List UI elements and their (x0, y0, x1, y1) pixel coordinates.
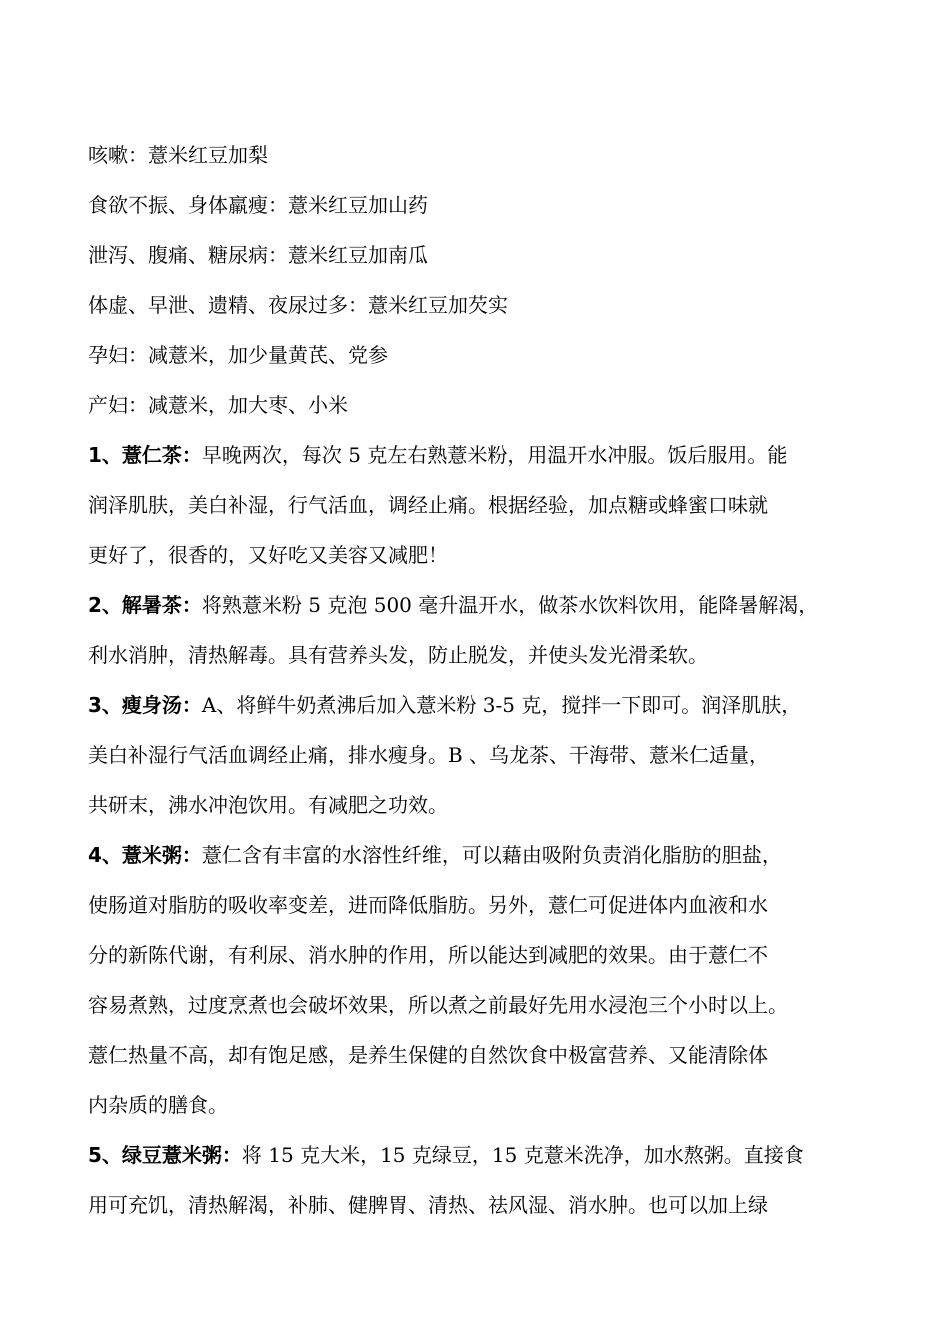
recipe-line: 美白补湿行气活血调经止痛，排水瘦身。B 、乌龙茶、干海带、薏米仁适量， (88, 743, 770, 767)
recipe-line: 使肠道对脂肪的吸收率变差，进而降低脂肪。另外，薏仁可促进体内血液和水 (88, 893, 768, 917)
remedy-line: 产妇：减薏米，加大枣、小米 (88, 393, 348, 417)
recipe-line: 润泽肌肤，美白补湿，行气活血，调经止痛。根据经验，加点糖或蜂蜜口味就 (88, 493, 768, 517)
recipe-line: 利水消肿，清热解毒。具有营养头发，防止脱发，并使头发光滑柔软。 (88, 643, 708, 667)
recipe-line: 更好了，很香的，又好吃又美容又减肥！ (88, 543, 448, 567)
recipe-title: 5、绿豆薏米粥： (88, 1143, 242, 1167)
recipe-title: 4、薏米粥： (88, 843, 202, 867)
recipe-first-line (88, 580, 868, 630)
remedy-line: 食欲不振、身体羸瘦：薏米红豆加山药 (88, 193, 428, 217)
recipe-line: 容易煮熟，过度烹煮也会破坏效果，所以煮之前最好先用水浸泡三个小时以上。 (88, 993, 788, 1017)
remedy-line: 体虚、早泄、遗精、夜尿过多：薏米红豆加芡实 (88, 293, 508, 317)
remedy-line: 泄泻、腹痛、糖尿病：薏米红豆加南瓜 (88, 243, 428, 267)
remedy-line: 咳嗽：薏米红豆加梨 (88, 143, 268, 167)
recipe-title: 1、薏仁茶： (88, 443, 202, 467)
recipe-text: 薏仁含有丰富的水溶性纤维，可以藉由吸附负责消化脂肪的胆盐， (201, 843, 782, 867)
remedy-line: 孕妇：减薏米，加少量黄芪、党参 (88, 343, 388, 367)
recipe-line: 用可充饥，清热解渴，补肺、健脾胃、清热、祛风湿、消水肿。也可以加上绿 (88, 1193, 768, 1217)
recipe-text: 将熟薏米粉 5 克泡 500 毫升温开水，做茶水饮料饮用，能降暑解渴， (201, 593, 819, 617)
recipe-line: 内杂质的膳食。 (88, 1093, 228, 1117)
recipe-first-line (88, 680, 868, 730)
recipe-line: 薏仁热量不高，却有饱足感，是养生保健的自然饮食中极富营养、又能清除体 (88, 1043, 768, 1067)
recipe-text: 早晚两次，每次 5 克左右熟薏米粉，用温开水冲服。饭后服用。能 (201, 443, 788, 467)
recipe-line: 分的新陈代谢，有利尿、消水肿的作用，所以能达到减肥的效果。由于薏仁不 (88, 943, 768, 967)
recipe-title: 2、解暑茶： (88, 593, 202, 617)
recipe-first-line (88, 430, 868, 480)
document-body (88, 130, 868, 1230)
recipe-line: 共研末，沸水冲泡饮用。有减肥之功效。 (88, 793, 448, 817)
recipe-text: 将 15 克大米，15 克绿豆，15 克薏米洗净，加水熬粥。直接食 (241, 1143, 804, 1167)
recipe-title: 3、瘦身汤： (88, 693, 202, 717)
recipe-first-line (88, 830, 868, 880)
recipe-first-line (88, 1130, 868, 1180)
recipe-text: A、将鲜牛奶煮沸后加入薏米粉 3-5 克，搅拌一下即可。润泽肌肤， (201, 693, 802, 717)
